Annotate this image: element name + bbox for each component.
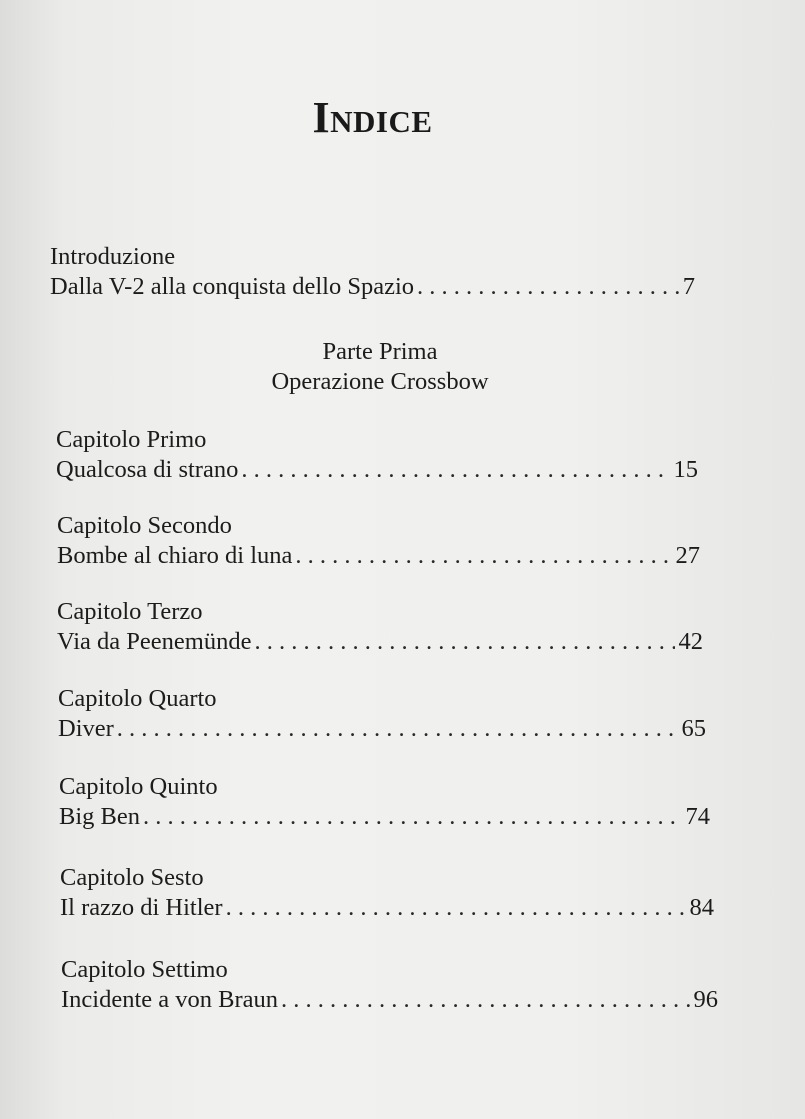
toc-entry-heading: Capitolo Quarto (58, 685, 217, 712)
toc-entry-chapter-1 (56, 425, 698, 485)
toc-entry-heading: Capitolo Settimo (61, 956, 228, 983)
dot-leader (254, 627, 674, 657)
toc-entry-heading: Introduzione (50, 243, 176, 270)
toc-entry-subtitle: Qualcosa di strano (56, 456, 239, 483)
toc-entry-subtitle: Big Ben (59, 803, 140, 830)
toc-entry-page-number: 96 (693, 986, 718, 1013)
toc-entry-chapter-6 (60, 863, 714, 923)
toc-entry-page-number: 65 (681, 715, 706, 742)
toc-entry-heading: Capitolo Quinto (59, 773, 218, 800)
dot-leader (281, 985, 689, 1015)
toc-entry-subtitle: Dalla V-2 alla conquista dello Spazio (50, 273, 415, 300)
toc-entry-introduction (50, 242, 695, 302)
toc-entry-subtitle: Diver (58, 715, 114, 742)
part-name: Operazione Crossbow (271, 368, 489, 395)
dot-leader (417, 272, 679, 302)
toc-entry-page-number: 42 (678, 628, 703, 655)
toc-entry-chapter-4 (58, 684, 706, 744)
toc-entry-chapter-3 (57, 597, 703, 657)
toc-entry-heading: Capitolo Primo (56, 426, 207, 453)
toc-entry-chapter-5 (59, 772, 710, 832)
dot-leader (295, 541, 671, 571)
toc-entry-heading: Capitolo Terzo (57, 598, 203, 625)
toc-entry-page-number: 7 (682, 273, 695, 300)
toc-entry-page-number: 74 (685, 803, 710, 830)
toc-entry-page-number: 27 (675, 542, 700, 569)
toc-entry-page-number: 15 (673, 456, 698, 483)
toc-entry-heading: Capitolo Secondo (57, 512, 232, 539)
dot-leader (226, 893, 686, 923)
toc-entry-subtitle: Incidente a von Braun (61, 986, 279, 1013)
toc-entry-subtitle: Il razzo di Hitler (60, 894, 223, 921)
toc-entry-heading: Capitolo Sesto (60, 864, 204, 891)
part-heading (0, 337, 760, 397)
dot-leader (143, 802, 682, 832)
toc-entry-chapter-2 (57, 511, 700, 571)
part-label: Parte Prima (322, 338, 438, 365)
dot-leader (241, 455, 669, 485)
dot-leader (117, 714, 678, 744)
toc-entry-subtitle: Bombe al chiaro di luna (57, 542, 293, 569)
toc-entry-subtitle: Via da Peenemünde (57, 628, 252, 655)
toc-entry-chapter-7 (61, 955, 718, 1015)
toc-entry-page-number: 84 (689, 894, 714, 921)
page-title: Indice (312, 93, 433, 142)
